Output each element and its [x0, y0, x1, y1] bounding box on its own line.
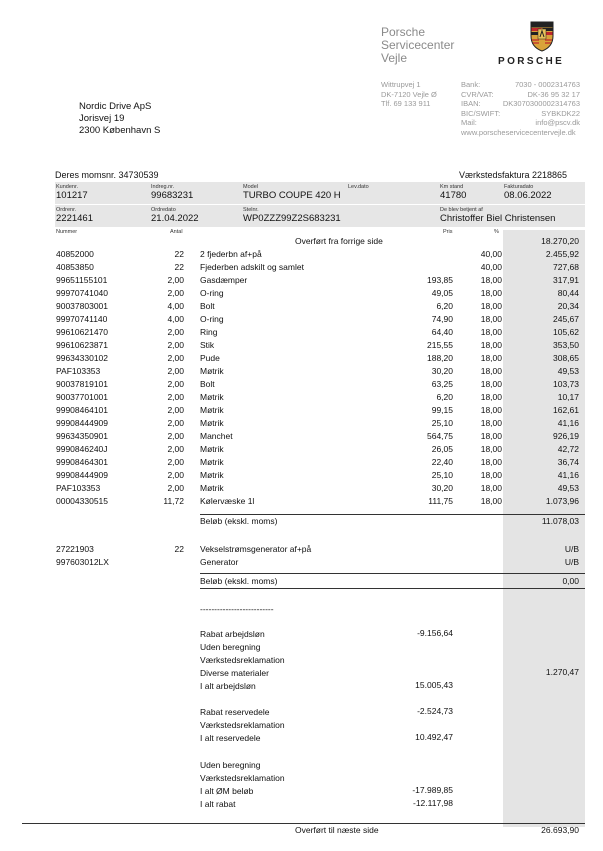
- part-number: 99970741040: [56, 288, 109, 298]
- line-amount: 36,74: [557, 457, 579, 467]
- unit-price: 111,75: [428, 496, 453, 506]
- description: Møtrik: [200, 392, 224, 402]
- percent: 40,00: [480, 262, 502, 272]
- line-amount: 10,17: [557, 392, 579, 402]
- percent: 18,00: [480, 353, 502, 363]
- line-amount: 20,34: [557, 301, 579, 311]
- registration-number: 99683231: [151, 190, 194, 201]
- line-amount: 308,65: [553, 353, 579, 363]
- part-number: 99610621470: [56, 327, 109, 337]
- description: Ring: [200, 327, 218, 337]
- divider: [200, 588, 585, 589]
- line-amount: 49,53: [557, 483, 579, 493]
- part-number: 99908444909: [56, 418, 109, 428]
- discount-labour-value: -9.156,64: [417, 628, 453, 638]
- quantity: 2,00: [167, 275, 184, 285]
- quantity: 2,00: [167, 353, 184, 363]
- percent: 18,00: [480, 288, 502, 298]
- line-amount: 42,72: [557, 444, 579, 454]
- percent: 18,00: [480, 418, 502, 428]
- quantity: 2,00: [167, 366, 184, 376]
- percent: 18,00: [480, 366, 502, 376]
- total-labour-label: I alt arbejdsløn: [200, 681, 256, 691]
- percent: 18,00: [480, 314, 502, 324]
- total-discount-label: I alt rabat: [200, 799, 236, 809]
- invoice-date: 08.06.2022: [504, 190, 552, 201]
- unit-price: 25,10: [431, 470, 453, 480]
- percent: 18,00: [480, 340, 502, 350]
- quantity: 2,00: [167, 379, 184, 389]
- quantity: 2,00: [167, 392, 184, 402]
- customer-vat-number: Deres momsnr. 34730539: [55, 170, 159, 180]
- unit-price: 6,20: [436, 301, 453, 311]
- order-number: 2221461: [56, 213, 93, 224]
- description: Møtrik: [200, 470, 224, 480]
- percent: 18,00: [480, 483, 502, 493]
- description: Møtrik: [200, 405, 224, 415]
- part-number: 99908464301: [56, 457, 109, 467]
- table-row: [0, 365, 603, 378]
- recipient-address: Nordic Drive ApS Jorisvej 19 2300 København S: [79, 101, 161, 136]
- part-number: 27221903: [56, 544, 94, 554]
- line-amount: 2.455,92: [545, 249, 579, 259]
- unit-price: 49,05: [431, 288, 453, 298]
- vin-number: WP0ZZZ99Z2S683231: [243, 213, 341, 224]
- unit-price: 63,25: [431, 379, 453, 389]
- total-om-value: -17.989,85: [412, 785, 453, 795]
- discount-parts-value: -2.524,73: [417, 706, 453, 716]
- percent: 18,00: [480, 470, 502, 480]
- part-number: PAF103353: [56, 483, 101, 493]
- invoice-header-row1: Kundenr. 101217 Indreg.nr. 99683231 Model TURBO COUPE 420 H Lev.dato Km stand 41780 Fakturadato 08.06.2022: [55, 182, 585, 204]
- discount-labour-label: Rabat arbejdsløn: [200, 629, 265, 639]
- table-row: [0, 287, 603, 300]
- part-number: 99651155101: [56, 275, 108, 285]
- total-parts-label: I alt reservedele: [200, 733, 261, 743]
- invoice-title: Værkstedsfaktura 2218865: [459, 170, 568, 180]
- quantity: 2,00: [167, 418, 184, 428]
- table-row: [0, 274, 603, 287]
- line-amount: 41,16: [557, 470, 579, 480]
- unit-price: 215,55: [427, 340, 453, 350]
- unit-price: 64,40: [431, 327, 453, 337]
- line-amount: 105,62: [553, 327, 579, 337]
- line-amount: 245,67: [553, 314, 579, 324]
- unit-price: 30,20: [431, 366, 453, 376]
- quantity: 22: [174, 262, 184, 272]
- description: Bolt: [200, 379, 215, 389]
- description: 2 fjederbn af+på: [200, 249, 262, 259]
- company-address: Wittrupvej 1 DK-7120 Vejle Ø Tlf. 69 133 911: [381, 80, 437, 108]
- col-number-label: Nummer: [56, 229, 78, 235]
- vehicle-model: TURBO COUPE 420 H: [243, 190, 341, 201]
- part-number: 99908444909: [56, 470, 109, 480]
- unit-price: 74,90: [431, 314, 453, 324]
- line-amount: 317,91: [553, 275, 579, 285]
- line-amount: 49,53: [557, 366, 579, 376]
- description: O-ring: [200, 314, 224, 324]
- percent: 18,00: [480, 301, 502, 311]
- quantity: 2,00: [167, 444, 184, 454]
- part-number: PAF103353: [56, 366, 101, 376]
- line-amount: 80,44: [557, 288, 579, 298]
- percent: 18,00: [480, 392, 502, 402]
- line-amount: 727,68: [553, 262, 579, 272]
- description: Fjederben adskilt og samlet: [200, 262, 304, 272]
- table-row: [0, 378, 603, 391]
- quantity: 2,00: [167, 470, 184, 480]
- description: Møtrik: [200, 366, 224, 376]
- order-date: 21.04.2022: [151, 213, 199, 224]
- percent: 18,00: [480, 405, 502, 415]
- quantity: 2,00: [167, 431, 184, 441]
- part-number: 40853850: [56, 262, 94, 272]
- table-row: [0, 261, 603, 274]
- porsche-crest-logo: [512, 20, 572, 52]
- description: Kølervæske 1l: [200, 496, 255, 506]
- table-row: [0, 469, 603, 482]
- discount-parts-label: Rabat reservedele: [200, 707, 270, 717]
- line-amount: 162,61: [553, 405, 579, 415]
- subtotal-row-2: Beløb (ekskl. moms) 0,00: [200, 576, 579, 586]
- percent: 18,00: [480, 496, 502, 506]
- description: Møtrik: [200, 418, 224, 428]
- part-number: 99908464101: [56, 405, 109, 415]
- unit-price: 6,20: [436, 392, 453, 402]
- table-row: [0, 248, 603, 261]
- part-number: 9990846240J: [56, 444, 108, 454]
- part-number: 00004330515: [56, 496, 109, 506]
- total-labour-value: 15.005,43: [415, 680, 453, 690]
- total-om-label: I alt ØM beløb: [200, 786, 254, 796]
- line-amount: 926,19: [553, 431, 579, 441]
- part-number: 99970741140: [56, 314, 108, 324]
- quantity: 11,72: [163, 496, 184, 506]
- quantity: 2,00: [167, 288, 184, 298]
- description: Bolt: [200, 301, 215, 311]
- percent: 18,00: [480, 379, 502, 389]
- table-row: [0, 495, 603, 508]
- table-row: [0, 443, 603, 456]
- quantity: 2,00: [167, 340, 184, 350]
- table-row: [0, 404, 603, 417]
- line-amount: 353,50: [553, 340, 579, 350]
- part-number: 99634350901: [56, 431, 109, 441]
- quantity: 2,00: [167, 405, 184, 415]
- table-row: [0, 300, 603, 313]
- table-row: [0, 352, 603, 365]
- subtotal-row-1: Beløb (ekskl. moms) 11.078,03: [200, 516, 579, 526]
- table-row: [0, 543, 603, 556]
- col-pct-label: %: [494, 229, 499, 235]
- description: Vekselstrømsgenerator af+på: [200, 544, 312, 554]
- percent: 18,00: [480, 327, 502, 337]
- porsche-wordmark: PORSCHE: [498, 56, 565, 67]
- col-qty-label: Antal: [170, 229, 183, 235]
- quantity: 22: [174, 544, 184, 554]
- quantity: 4,00: [167, 301, 184, 311]
- quantity: 22: [174, 249, 184, 259]
- quantity: 2,00: [167, 457, 184, 467]
- quantity: 4,00: [167, 314, 184, 324]
- part-number: 40852000: [56, 249, 94, 259]
- description: Stik: [200, 340, 215, 350]
- total-parts-value: 10.492,47: [415, 732, 453, 742]
- description: Møtrik: [200, 457, 224, 467]
- line-amount: U/B: [564, 557, 579, 567]
- company-name: Porsche Servicecenter Vejle: [381, 25, 455, 65]
- percent: 18,00: [480, 444, 502, 454]
- carried-forward-row: Overført fra forrige side 18.270,20: [295, 236, 579, 246]
- part-number: 90037701001: [56, 392, 109, 402]
- invoice-header-row2: Ordrenr. 2221461 Ordredato 21.04.2022 Stelnr. WP0ZZZ99Z2S683231 De blev betjent af Christoffer Biel Christensen: [55, 205, 585, 227]
- customer-number: 101217: [56, 190, 88, 201]
- crest-icon: [529, 20, 555, 52]
- percent: 18,00: [480, 457, 502, 467]
- description: Manchet: [200, 431, 233, 441]
- percent: 18,00: [480, 431, 502, 441]
- unit-price: 99,15: [431, 405, 453, 415]
- misc-materials-amount: 1.270,47: [545, 667, 579, 677]
- description: Pude: [200, 353, 220, 363]
- unit-price: 193,85: [427, 275, 453, 285]
- separator-text: --------------------------: [200, 604, 274, 614]
- line-amount: 41,16: [557, 418, 579, 428]
- unit-price: 22,40: [431, 457, 453, 467]
- unit-price: 564,75: [427, 431, 453, 441]
- table-row: [0, 391, 603, 404]
- description: Gasdæmper: [200, 275, 248, 285]
- col-price-label: Pris: [443, 229, 453, 235]
- line-amount: 1.073,96: [545, 496, 579, 506]
- part-number: 99634330102: [56, 353, 109, 363]
- quantity: 2,00: [167, 483, 184, 493]
- table-row: [0, 456, 603, 469]
- quantity: 2,00: [167, 327, 184, 337]
- part-number: 997603012LX: [56, 557, 109, 567]
- part-number: 90037803001: [56, 301, 109, 311]
- unit-price: 26,05: [431, 444, 453, 454]
- line-amount: 103,73: [553, 379, 579, 389]
- table-row: [0, 313, 603, 326]
- unit-price: 25,10: [431, 418, 453, 428]
- table-row: [0, 556, 603, 569]
- description: O-ring: [200, 288, 224, 298]
- unit-price: 188,20: [427, 353, 453, 363]
- misc-materials-label: Diverse materialer: [200, 668, 269, 678]
- mileage: 41780: [440, 190, 467, 201]
- description: Møtrik: [200, 483, 224, 493]
- divider: [200, 573, 585, 574]
- part-number: 90037819101: [56, 379, 109, 389]
- description: Generator: [200, 557, 239, 567]
- unit-price: 30,20: [431, 483, 453, 493]
- table-row: [0, 326, 603, 339]
- table-row: [0, 417, 603, 430]
- carry-over-row: Overført til næste side 26.693,90: [295, 825, 579, 835]
- served-by: Christoffer Biel Christensen: [440, 213, 556, 224]
- percent: 18,00: [480, 275, 502, 285]
- description: Møtrik: [200, 444, 224, 454]
- total-discount-value: -12.117,98: [412, 798, 453, 808]
- line-amount: U/B: [564, 544, 579, 554]
- table-row: [0, 339, 603, 352]
- table-row: [0, 482, 603, 495]
- part-number: 99610623871: [56, 340, 109, 350]
- bank-info: Bank: 7030 - 0002314763 CVR/VAT: DK-36 95 32 17 IBAN: DK3070300002314763 BIC/SWIFT: SYBKDK22 Mail: info@pscv.dk www.porscheservicecentervejle.dk: [461, 80, 580, 137]
- percent: 40,00: [480, 249, 502, 259]
- table-row: [0, 430, 603, 443]
